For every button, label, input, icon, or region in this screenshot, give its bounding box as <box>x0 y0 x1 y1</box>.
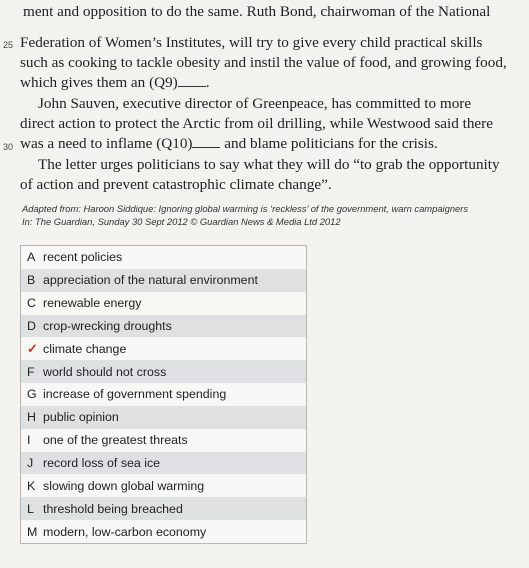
line-number-25: 25 <box>3 40 14 50</box>
option-row-i: I one of the greatest threats <box>27 433 188 448</box>
passage-text: . <box>205 74 210 91</box>
answer-blank-q9[interactable] <box>178 74 206 87</box>
option-row-f: F world should not cross <box>21 360 306 383</box>
option-row-j: J record loss of sea ice <box>21 452 306 475</box>
passage-line <box>20 134 515 153</box>
passage-line: The letter urges politicians to say what they will do “to grab the opportunity <box>38 156 500 173</box>
passage-text: which gives them an (Q9) <box>20 74 178 91</box>
option-row-l: L threshold being breached <box>21 497 306 520</box>
line-number-30: 30 <box>3 142 14 152</box>
answer-options-table <box>20 245 307 544</box>
option-row-g: G increase of government spending <box>27 387 227 402</box>
option-row-c: C renewable energy <box>27 296 142 311</box>
passage-line: ment and opposition to do the same. Ruth Bond, chairwoman of the National <box>23 3 491 20</box>
option-row-d: D crop-wrecking droughts <box>21 315 306 338</box>
option-row-b: B appreciation of the natural environment <box>21 269 306 292</box>
passage-line: direct action to protect the Arctic from oil drilling, while Westwood said there <box>20 115 493 132</box>
option-row-h: H public opinion <box>21 406 306 429</box>
answer-blank-q10[interactable] <box>192 135 220 148</box>
checkmark-icon: ✓ <box>27 340 38 356</box>
passage-line <box>20 73 515 92</box>
source-citation: In: The Guardian, Sunday 30 Sept 2012 © Guardian News & Media Ltd 2012 <box>22 216 341 227</box>
passage-line: of action and prevent catastrophic climate change”. <box>20 176 332 193</box>
option-row-a: A recent policies <box>27 250 123 265</box>
passage-text: and blame politicians for the crisis. <box>224 135 438 152</box>
option-row-e: ✓ climate change <box>27 340 127 356</box>
passage-line: Federation of Women’s Institutes, will try to give every child practical skills <box>20 34 483 51</box>
source-citation: Adapted from: Haroon Siddique: Ignoring global warming is ‘reckless’ of the government, warn campaigners <box>22 203 469 214</box>
passage-line: such as cooking to tackle obesity and instil the value of food, and growing food, <box>20 54 507 71</box>
option-row-k: K slowing down global warming <box>27 478 205 493</box>
passage-line: John Sauven, executive director of Greenpeace, has committed to more <box>38 95 472 112</box>
passage-text: was a need to inflame (Q10) <box>20 135 193 152</box>
option-row-m: M modern, low-carbon economy <box>27 524 207 539</box>
